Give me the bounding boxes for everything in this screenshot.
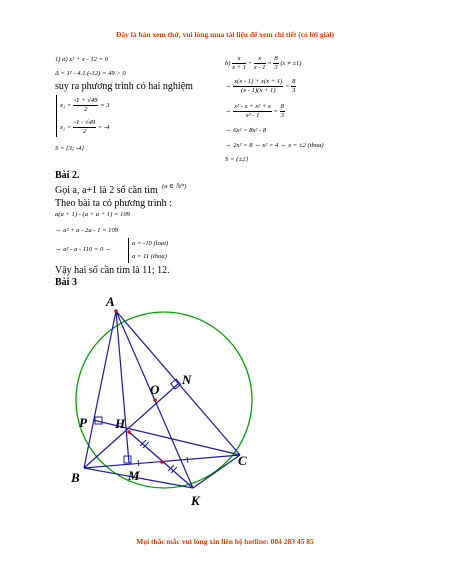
label-H: H	[115, 416, 126, 431]
point-A	[114, 309, 118, 313]
bai3-title: Bài 3	[55, 277, 77, 288]
hotline-footer: Mọi thắc mắc vui lòng xin liên hệ hotline: 084 283 45 85	[136, 537, 314, 546]
label-A: A	[106, 294, 115, 309]
equation-1b: b) $\frac{x}{x + 1}$ + $\frac{x}{x - 1}$ = $\frac{8}{3}$ (x ≠ ±1)	[225, 55, 302, 71]
root-x2: x₂ = $\frac{-1 - √49}{2}$ = -4	[60, 119, 110, 135]
bai2-eq1: a(a + 1) - (a + a + 1) = 109	[55, 211, 130, 218]
label-N: N	[182, 372, 192, 387]
step-2: ⇔ $\frac{x(x - 1) + x(x + 1)}{(x - 1)(x + 1)}$ = $\frac{8}{3}$	[225, 78, 296, 94]
bai2-sol2: a = 11 (thoa)	[132, 253, 167, 260]
point-H	[127, 430, 131, 434]
bai2-answer: Vậy hai số cần tìm là 11; 12.	[55, 265, 170, 276]
step-5: ⇔ 2x² = 8 ⇔ x² = 4 ⇔ x = ±2 (thoa)	[225, 142, 324, 149]
step-3: ⇔ $\frac{\text{x² - x + x² + x}}{\text{x² - 1}}$ = $\frac{8}{3}$	[225, 103, 284, 119]
label-P: P	[79, 415, 87, 430]
label-K: K	[191, 493, 200, 508]
bai2-intro: Gọi a, a+1 là 2 số cần tìm	[55, 185, 158, 196]
segment-AM	[116, 311, 129, 463]
point-M	[160, 460, 164, 464]
preview-banner: Đây là bản xem thử, vui lòng mua tài liệu để xem chi tiết (có lời giải)	[115, 30, 335, 39]
bai2-title: Bài 2.	[55, 170, 80, 181]
point-O	[153, 398, 157, 402]
root-x1: x₁ = $\frac{-1 + √49}{2}$ = 3	[60, 97, 110, 113]
discriminant: Δ = 1² - 4.1.(-12) = 49 > 0	[55, 70, 126, 77]
solution-set-b: S = {±2}	[225, 156, 249, 163]
equation-1a: 1) a) x² + x - 12 = 0	[55, 56, 108, 63]
bai2-eq2: ⇔ a² + a - 2a - 1 = 109	[55, 227, 119, 234]
tick-BC-2	[187, 457, 188, 463]
step-4: ⇔ 6x² = 8x² - 8	[225, 127, 267, 134]
bai2-eq3: ⇔ a² - a - 110 = 0 ⇔	[55, 246, 112, 253]
label-C: C	[238, 453, 247, 468]
label-O: O	[150, 382, 160, 397]
label-B: B	[71, 470, 80, 485]
tick-BC-1	[138, 460, 139, 466]
bai2-sol1: a = -10 (loai)	[132, 240, 169, 247]
solution-set-a: S = {3; -4}	[55, 145, 84, 152]
label-M: M	[128, 468, 140, 483]
segment-KC	[193, 455, 240, 488]
bai2-system-intro: Theo bài ta có phương trình :	[55, 198, 172, 209]
right-angle-M	[124, 456, 131, 463]
bai2-condition: (a ∈ ℕ*)	[162, 183, 187, 190]
conclusion-text: suy ra phương trình có hai nghiệm	[55, 81, 193, 92]
